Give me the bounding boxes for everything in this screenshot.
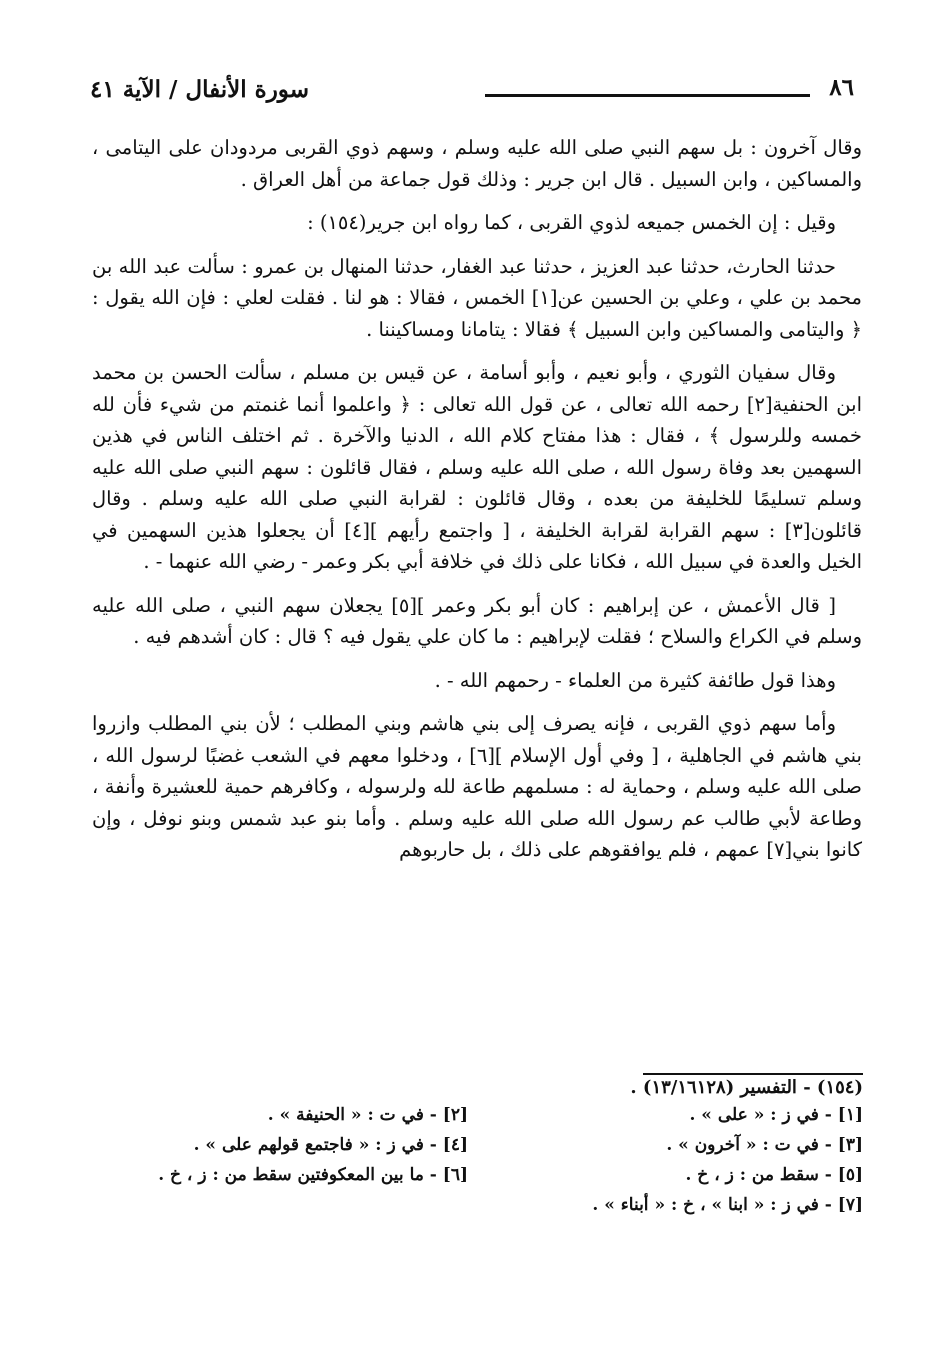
paragraph: حدثنا الحارث، حدثنا عبد العزيز ، حدثنا عبد الغفار، حدثنا المنهال بن عمرو : سألت عبد الله بن محمد بن علي ، وعلي بن الحسين عن[١] الخمس ، فقالا : هو لنا . فقلت لعلي : فإن الله يقول : ﴿ واليتامى والمساكين وابن السبيل ﴾ فقالا : يتامانا ومساكيننا .: [92, 254, 863, 341]
note-item: [٤] - في ز : « فاجتمع قولهم على » .: [193, 1135, 468, 1155]
note-item: [٥] - سقط من : ز ، خ .: [685, 1165, 863, 1185]
note-item: [٣] - في ت : « آخرون » .: [666, 1135, 863, 1155]
paragraph: وقال سفيان الثوري ، وأبو نعيم ، وأبو أسامة ، عن قيس بن مسلم ، سألت الحسن بن محمد ابن الحنفية[٢] رحمه الله تعالى ، عن قول الله تعالى : ﴿ واعلموا أنما غنمتم من شيء فأن لله خمسه وللرسول ﴾ ، فقال : هذا مفتاح كلام الله ، الدنيا والآخرة . ثم اختلف الناس في هذين السهمين بعد وفاة رسول الله ، صلى الله عليه وسلم ، فقال قائلون : سهم النبي صلى الله عليه وسلم تسليمًا للخليفة من بعده ، وقال قائلون : لقرابة النبي صلى الله عليه وسلم . وقال قائلون[٣] : سهم القرابة لقرابة الخليفة ، [ واجتمع رأيهم ][٤] أن يجعلوا هذين السهمين في الخيل والعدة في سبيل الله ، فكانا على ذلك في خلافة أبي بكر وعمر - رضي الله عنهما - .: [92, 361, 862, 573]
footnote-rule: [643, 1073, 863, 1075]
header-rule: [485, 94, 810, 97]
paragraph: وهذا قول طائفة كثيرة من العلماء - رحمهم الله - .: [434, 668, 836, 692]
paragraph: وأما سهم ذوي القربى ، فإنه يصرف إلى بني هاشم وبني المطلب ؛ لأن بني المطلب وازروا بني هاشم في الجاهلية ، [ وفي أول الإسلام ][٦] ، ودخلوا معهم في الشعب غضبًا لرسول الله ، صلى الله عليه وسلم ، وحماية له : مسلمهم طاعة لله ولرسوله ، وكافرهم حمية للعشيرة وأنفة ، وطاعة لأبي طالب عم رسول الله صلى الله عليه وسلم . وأما بنو عبد شمس وبنو نوفل ، وإن كانوا بني[٧] عمهم ، فلم يوافقوهم على ذلك ، بل حاربوهم: [92, 712, 862, 861]
note-item: [١] - في ز : « على » .: [689, 1105, 863, 1125]
note-item: [٧] - في ز : « ابنا » ، خ : « أبناء » .: [592, 1195, 863, 1215]
footnote-reference: (١٥٤) - التفسير (١٣/١٦١٢٨) .: [630, 1077, 863, 1098]
main-text: [92, 132, 862, 878]
paragraph: وقال آخرون : بل سهم النبي صلى الله عليه وسلم ، وسهم ذوي القربى مردودان على اليتامى ، والمساكين ، وابن السبيل . قال ابن جرير : وذلك قول جماعة من أهل العراق .: [92, 136, 862, 191]
running-title: سورة الأنفال / الآية ٤١: [90, 76, 309, 103]
page-number: ٨٦: [829, 74, 854, 101]
page-header: [90, 74, 860, 114]
note-item: [٦] - ما بين المعكوفتين سقط من : ز ، خ .: [158, 1165, 468, 1185]
apparatus-notes: [93, 1100, 863, 1220]
paragraph: وقيل : إن الخمس جميعه لذوي القربى ، كما رواه ابن جرير(١٥٤) :: [307, 211, 836, 234]
note-item: [٢] - في ت : « الحنيفة » .: [267, 1105, 468, 1125]
paragraph: [ قال الأعمش ، عن إبراهيم : كان أبو بكر وعمر ][٥] يجعلان سهم النبي ، صلى الله عليه وسلم في الكراع والسلاح ؛ فقلت لإبراهيم : ما كان علي يقول فيه ؟ قال : كان أشدهم فيه .: [92, 593, 862, 648]
